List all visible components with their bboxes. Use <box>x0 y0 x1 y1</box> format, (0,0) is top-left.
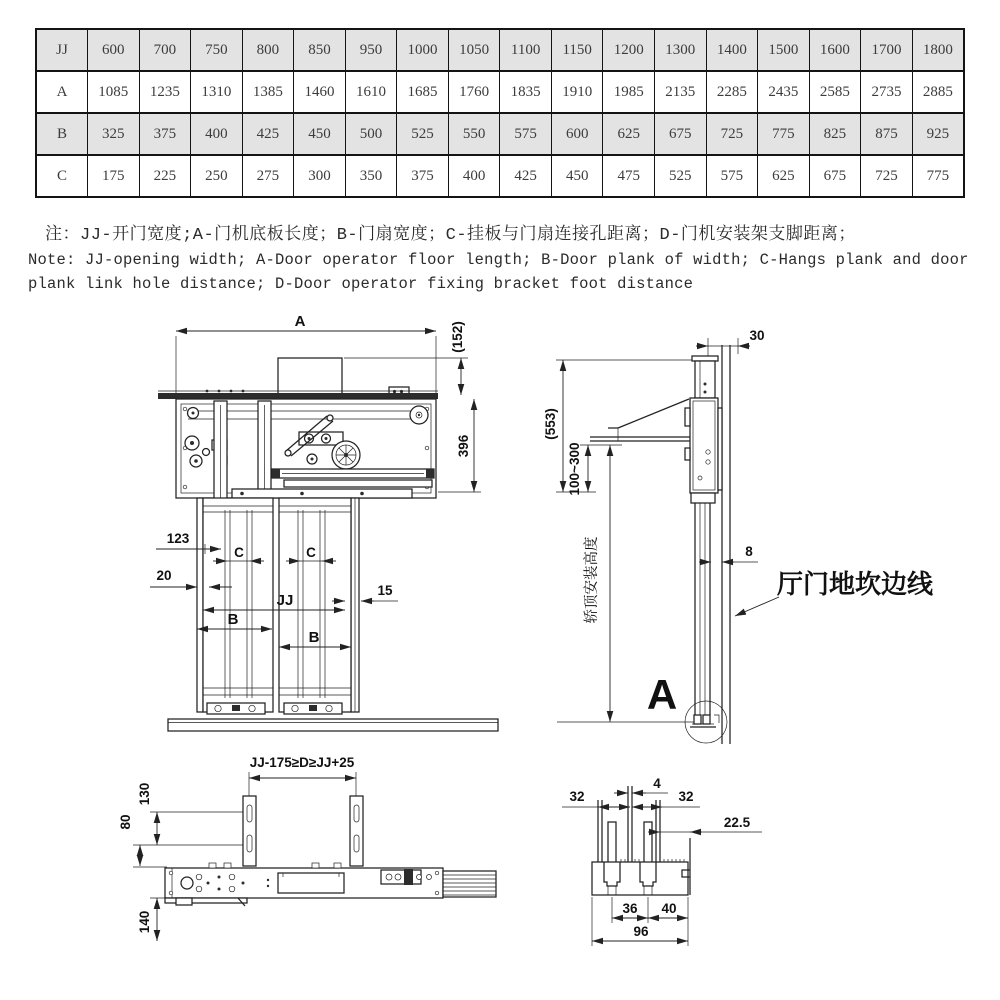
table-cell: 500 <box>345 113 397 155</box>
dim-140: 140 <box>137 910 152 934</box>
dim-c-left: C <box>234 545 244 560</box>
table-cell: 1760 <box>448 71 500 113</box>
table-cell: 1400 <box>706 29 758 71</box>
dim-8: 8 <box>745 544 753 559</box>
table-cell: 875 <box>861 113 913 155</box>
dim-20: 20 <box>156 568 172 583</box>
dim-123: 123 <box>166 531 190 546</box>
door-panel-left <box>203 498 273 712</box>
dim-96: 96 <box>633 924 649 939</box>
dim-32-right: 32 <box>678 789 694 804</box>
table-cell: 1910 <box>551 71 603 113</box>
table-cell: 600 <box>551 113 603 155</box>
table-cell: 425 <box>500 155 552 197</box>
side-view <box>543 328 934 744</box>
dim-c-right: C <box>306 545 316 560</box>
dim-36: 36 <box>622 901 638 916</box>
table-cell: 525 <box>655 155 707 197</box>
table-cell: 225 <box>139 155 191 197</box>
table-cell: 1235 <box>139 71 191 113</box>
table-cell: 450 <box>551 155 603 197</box>
table-cell: 1685 <box>397 71 449 113</box>
front-view <box>150 313 498 731</box>
table-cell: 2135 <box>655 71 707 113</box>
top-rail <box>158 393 438 399</box>
table-cell: 1385 <box>242 71 294 113</box>
table-cell: 2735 <box>861 71 913 113</box>
table-cell: 425 <box>242 113 294 155</box>
table-cell: 575 <box>500 113 552 155</box>
table-cell: 325 <box>88 113 140 155</box>
dim-b-right: B <box>308 629 320 646</box>
table-cell: 950 <box>345 29 397 71</box>
table-cell: 675 <box>655 113 707 155</box>
table-cell: 775 <box>758 113 810 155</box>
dim-553: (553) <box>543 408 558 440</box>
dim-a: A <box>294 313 306 330</box>
table-cell: 1310 <box>191 71 243 113</box>
table-cell: 1200 <box>603 29 655 71</box>
table-cell: 1100 <box>500 29 552 71</box>
table-cell: 1800 <box>912 29 964 71</box>
table-cell: 1700 <box>861 29 913 71</box>
dim-b-left: B <box>227 611 239 628</box>
table-cell: 1300 <box>655 29 707 71</box>
table-cell: 400 <box>191 113 243 155</box>
detail-marker-a: A <box>646 671 678 718</box>
table-cell: 2435 <box>758 71 810 113</box>
table-cell: 1000 <box>397 29 449 71</box>
table-cell: 800 <box>242 29 294 71</box>
dim-396: 396 <box>456 434 471 458</box>
install-height-label: 轿顶安装高度 <box>584 536 600 624</box>
table-row-label: C <box>36 155 88 197</box>
table-cell: 1610 <box>345 71 397 113</box>
table-cell: 2585 <box>809 71 861 113</box>
dim-32-left: 32 <box>569 789 585 804</box>
table-cell: 675 <box>809 155 861 197</box>
table-cell: 1985 <box>603 71 655 113</box>
table-row-label: JJ <box>36 29 88 71</box>
table-cell: 825 <box>809 113 861 155</box>
dim-80: 80 <box>118 814 133 830</box>
table-cell: 525 <box>397 113 449 155</box>
table-row-label: B <box>36 113 88 155</box>
table-cell: 750 <box>191 29 243 71</box>
operator-section <box>690 398 718 493</box>
table-cell: 925 <box>912 113 964 155</box>
table-cell: 250 <box>191 155 243 197</box>
note-line-english-2: plank link hole distance; D-Door operator fixing bracket foot distance <box>28 275 694 293</box>
controller-box <box>278 358 342 396</box>
dim-22-5: 22.5 <box>723 815 751 830</box>
table-cell: 1500 <box>758 29 810 71</box>
plan-view <box>118 755 496 941</box>
table-cell: 300 <box>294 155 346 197</box>
dim-100-300: 100~300 <box>567 442 582 496</box>
table-cell: 775 <box>912 155 964 197</box>
table-row-label: A <box>36 71 88 113</box>
table-cell: 1085 <box>88 71 140 113</box>
table-cell: 475 <box>603 155 655 197</box>
table-cell: 350 <box>345 155 397 197</box>
table-cell: 1050 <box>448 29 500 71</box>
table-cell: 400 <box>448 155 500 197</box>
table-cell: 575 <box>706 155 758 197</box>
table-cell: 850 <box>294 29 346 71</box>
table-cell: 700 <box>139 29 191 71</box>
note-line-english-1: Note: JJ-opening width; A-Door operator floor length; B-Door plank of width; C-Hangs plank and door <box>28 251 969 269</box>
table-cell: 600 <box>88 29 140 71</box>
dim-4: 4 <box>653 776 661 791</box>
dim-40: 40 <box>661 901 677 916</box>
dim-15: 15 <box>377 583 393 598</box>
table-cell: 625 <box>758 155 810 197</box>
table-cell: 1150 <box>551 29 603 71</box>
dim-130: 130 <box>137 782 152 806</box>
dim-d-range: JJ-175≥D≥JJ+25 <box>249 755 355 770</box>
table-cell: 725 <box>706 113 758 155</box>
table-cell: 175 <box>88 155 140 197</box>
sill-edge-label: 厅门地坎边线 <box>777 569 934 599</box>
table-cell: 375 <box>139 113 191 155</box>
table-cell: 375 <box>397 155 449 197</box>
table-cell: 1460 <box>294 71 346 113</box>
table-cell: 725 <box>861 155 913 197</box>
dim-30: 30 <box>749 328 765 343</box>
dim-152: (152) <box>450 321 465 353</box>
table-cell: 2885 <box>912 71 964 113</box>
table-cell: 1835 <box>500 71 552 113</box>
table-cell: 2285 <box>706 71 758 113</box>
note-line-chinese: 注：JJ-开门宽度;A-门机底板长度；B-门扇宽度；C-挂板与门扇连接孔距离；D-门机安装架支脚距离； <box>45 226 856 245</box>
sill-section <box>562 776 762 946</box>
dim-jj: JJ <box>276 592 294 609</box>
sill-plate <box>168 719 498 731</box>
table-cell: 550 <box>448 113 500 155</box>
table-cell: 1600 <box>809 29 861 71</box>
table-cell: 450 <box>294 113 346 155</box>
table-cell: 275 <box>242 155 294 197</box>
table-cell: 625 <box>603 113 655 155</box>
door-frame-left <box>197 498 203 712</box>
